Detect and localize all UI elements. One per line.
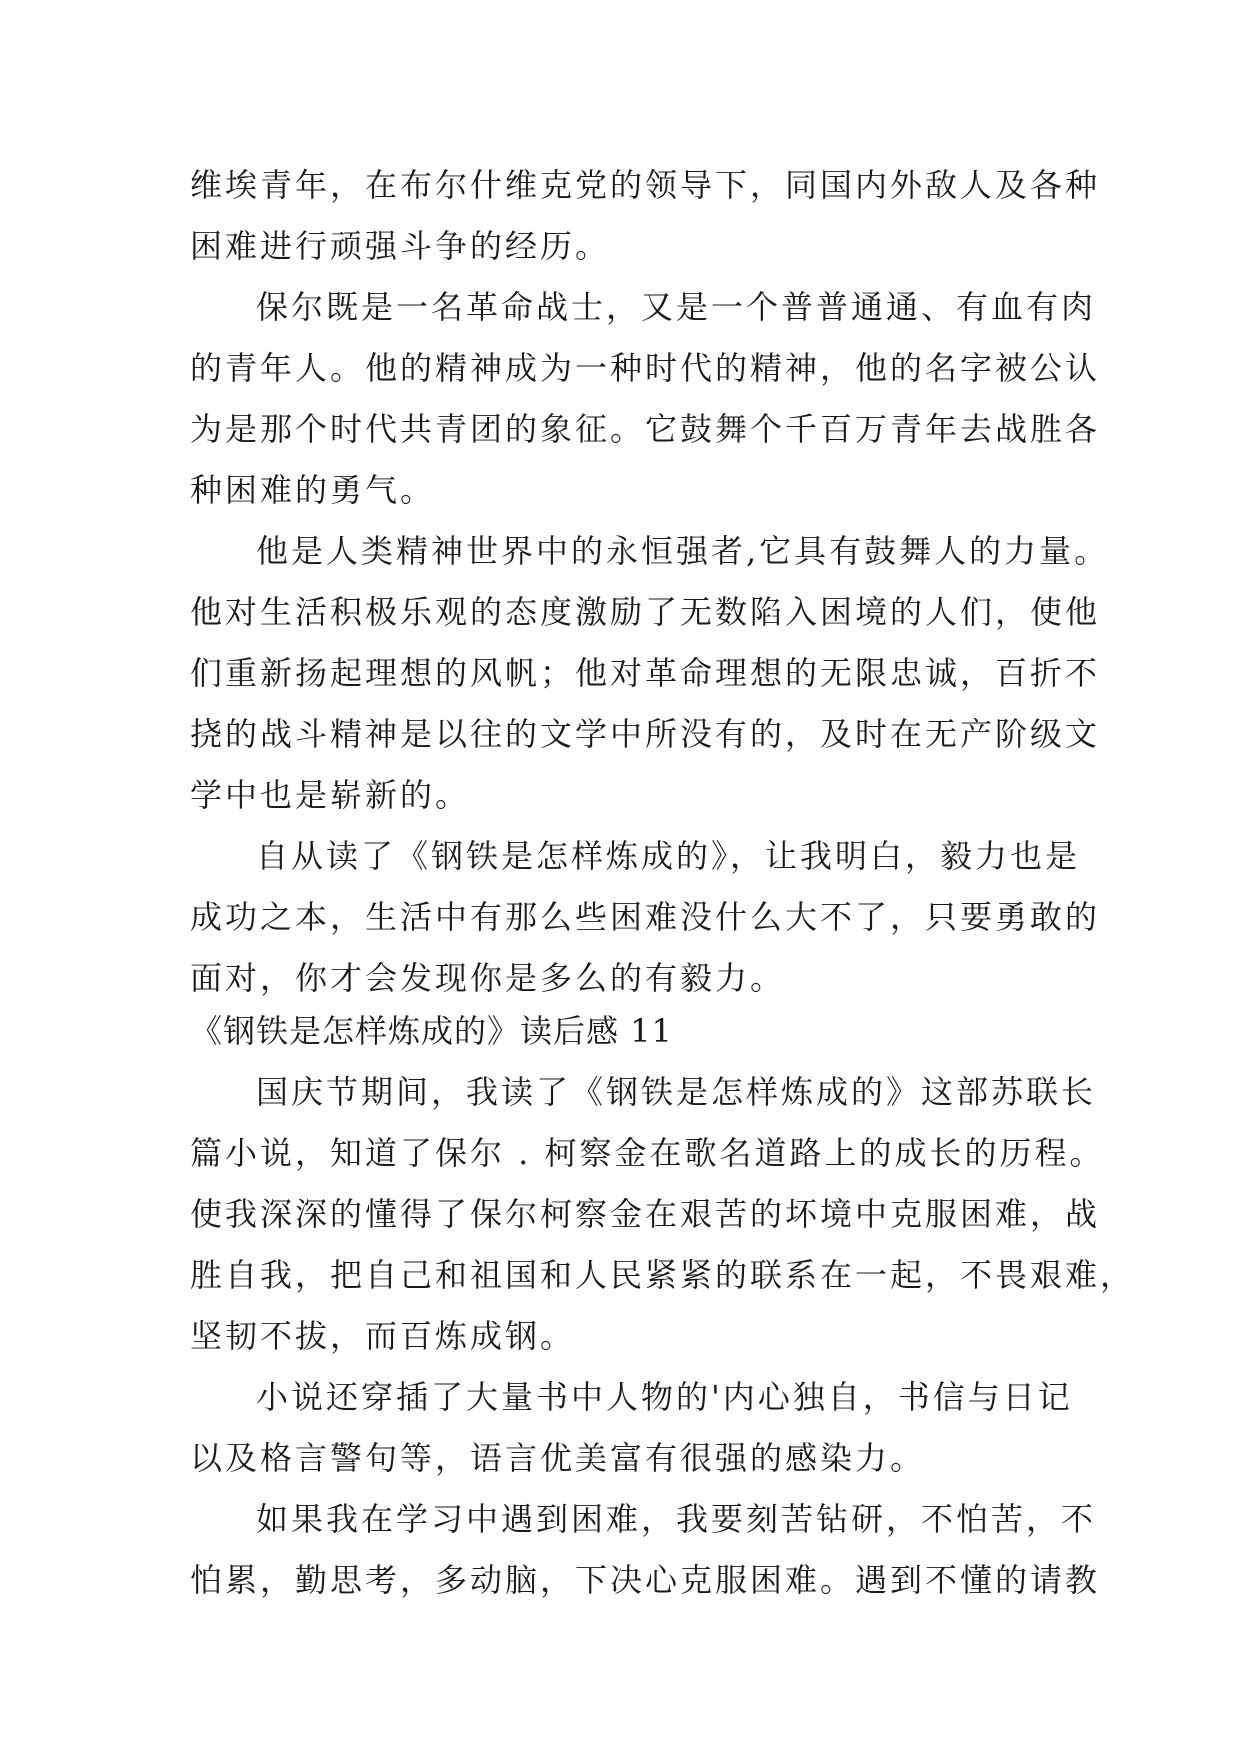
text-line: 成功之本，生活中有那么些困难没什么大不了，只要勇敢的 <box>190 898 1101 936</box>
text-line: 的青年人。他的精神成为一种时代的精神，他的名字被公认 <box>190 349 1101 387</box>
text-line: 以及格言警句等，语言优美富有很强的感染力。 <box>190 1439 926 1477</box>
text-line: 面对，你才会发现你是多么的有毅力。 <box>190 959 786 997</box>
paragraph-first-line: 自从读了《钢铁是怎样炼成的》，让我明白，毅力也是 <box>256 837 1081 875</box>
text-line: 他对生活积极乐观的态度激励了无数陷入困境的人们，使他 <box>190 593 1101 631</box>
text-line: 种困难的勇气。 <box>190 471 436 509</box>
text-line: 胜自我，把自己和祖国和人民紧紧的联系在一起，不畏艰难， <box>190 1256 1136 1294</box>
paragraph-first-line: 保尔既是一名革命战士，又是一个普普通通、有血有肉 <box>256 288 1097 326</box>
paragraph-first-line: 小说还穿插了大量书中人物的'内心独自，书信与日记 <box>256 1378 1073 1416</box>
text-line: 挠的战斗精神是以往的文学中所没有的，及时在无产阶级文 <box>190 715 1101 753</box>
text-line: 坚韧不拔，而百炼成钢。 <box>190 1317 576 1355</box>
paragraph-first-line: 如果我在学习中遇到困难，我要刻苦钻研，不怕苦，不 <box>256 1500 1097 1538</box>
paragraph-first-line: 他是人类精神世界中的永恒强者,它具有鼓舞人的力量。 <box>256 532 1110 570</box>
text-line: 们重新扬起理想的风帆；他对革命理想的无限忠诚，百折不 <box>190 654 1101 692</box>
text-line: 为是那个时代共青团的象征。它鼓舞个千百万青年去战胜各 <box>190 410 1101 448</box>
text-line: 学中也是崭新的。 <box>190 776 471 814</box>
text-line: 篇小说，知道了保尔 . 柯察金在歌名道路上的成长的历程。 <box>190 1134 1105 1172</box>
section-heading: 《钢铁是怎样炼成的》读后感 11 <box>190 1012 673 1050</box>
text-line: 困难进行顽强斗争的经历。 <box>190 227 611 265</box>
text-line: 使我深深的懂得了保尔柯察金在艰苦的坏境中克服困难，战 <box>190 1195 1101 1233</box>
text-line: 维埃青年，在布尔什维克党的领导下，同国内外敌人及各种 <box>190 166 1101 204</box>
paragraph-first-line: 国庆节期间，我读了《钢铁是怎样炼成的》这部苏联长 <box>256 1073 1097 1111</box>
text-line: 怕累，勤思考，多动脑，下决心克服困难。遇到不懂的请教 <box>190 1561 1101 1599</box>
